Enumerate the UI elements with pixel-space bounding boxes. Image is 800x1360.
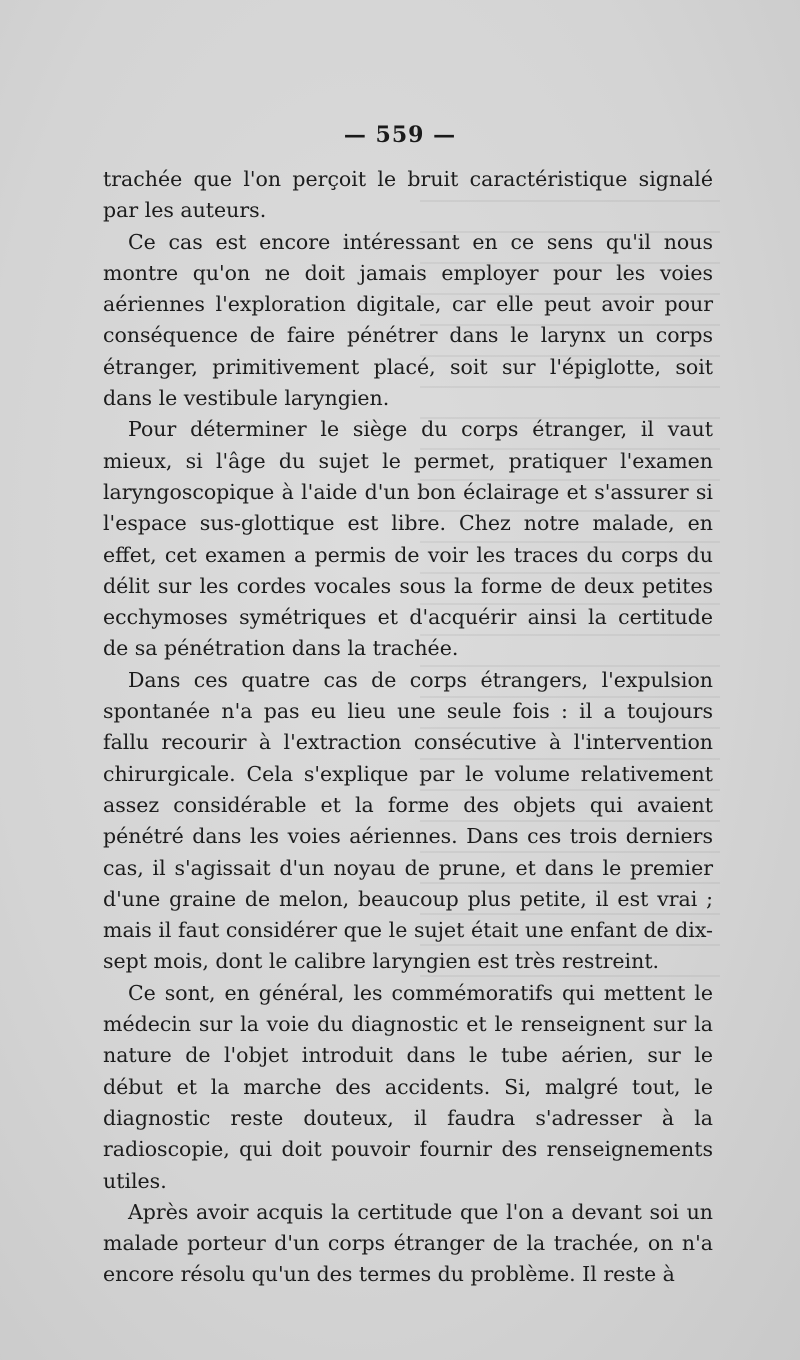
paragraph: Ce sont, en général, les commémoratifs qui mettent le médecin sur la voie du diagnostic et le renseignent sur la nature de l'objet introduit dans le tube aérien, sur le début et la marche des accidents. Si, malgré tout, le diagnostic reste douteux, il faudra s'adresser à la radioscopie, qui doit pouvoir fournir des renseignements utiles.: [103, 980, 713, 1193]
paragraph: Après avoir acquis la certitude que l'on a devant soi un malade porteur d'un corps étranger de la trachée, on n'a encore résolu qu'un des termes du problème. Il reste à: [103, 1199, 713, 1287]
body-text: [103, 164, 713, 1291]
paragraph-continuation: trachée que l'on perçoit le bruit caractéristique signalé par les auteurs.: [103, 167, 713, 223]
paragraph: Pour déterminer le siège du corps étranger, il vaut mieux, si l'âge du sujet le permet, pratiquer l'examen laryngoscopique à l'aide d'un bon éclairage et s'assurer si l'espace sus-glottique est libre. Chez notre malade, en effet, cet examen a permis de voir les traces du corps du délit sur les cordes vocales sous la forme de deux petites ecchymoses symétriques et d'acquérir ainsi la certitude de sa pénétration dans la trachée.: [103, 417, 713, 661]
paragraph: Dans ces quatre cas de corps étrangers, l'expulsion spontanée n'a pas eu lieu une seule fois : il a toujours fallu recourir à l'extraction consécutive à l'intervention chirurgicale. Cela s'explique par le volume relativement assez considérable et la forme des objets qui avaient pénétré dans les voies aériennes. Dans ces trois derniers cas, il s'agissait d'un noyau de prune, et dans le premier d'une graine de melon, beaucoup plus petite, il est vrai ; mais il faut considérer que le sujet était une enfant de dix-sept mois, dont le calibre laryngien est très restreint.: [103, 667, 713, 974]
page-number: — 559 —: [343, 122, 457, 148]
paragraph: Ce cas est encore intéressant en ce sens qu'il nous montre qu'on ne doit jamais employer pour les voies aériennes l'exploration digitale, car elle peut avoir pour conséquence de faire pénétrer dans le larynx un corps étranger, primitivement placé, soit sur l'épiglotte, soit dans le vestibule laryngien.: [103, 229, 713, 411]
